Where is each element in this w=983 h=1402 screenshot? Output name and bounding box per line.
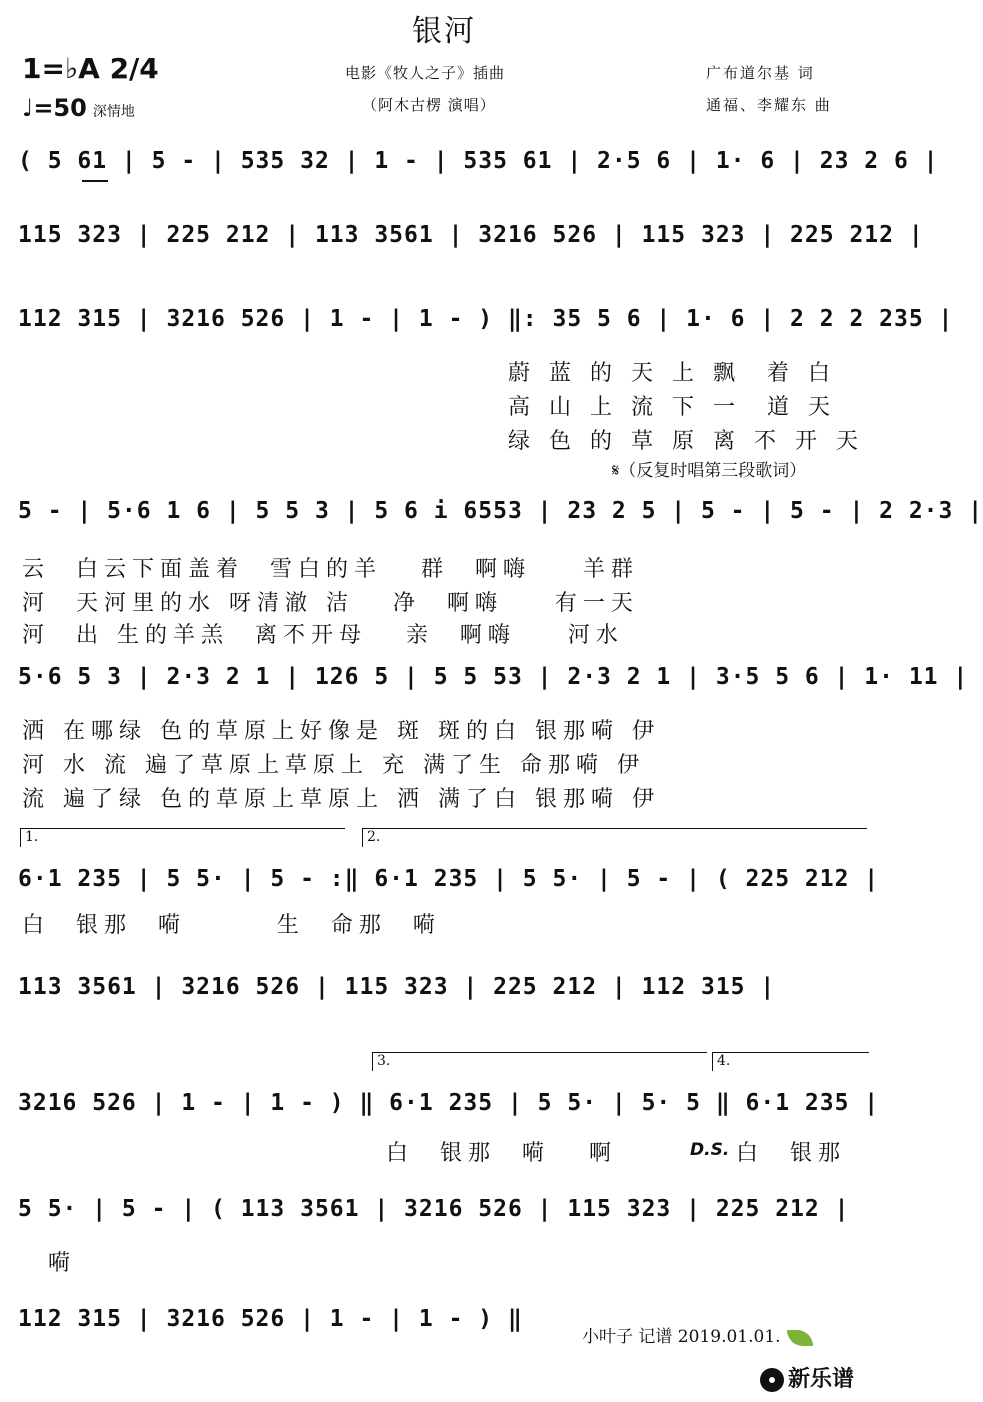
lyric-line-5-2: 河 水 流 遍了草原上草原上 充 满了生 命那嗬 伊	[22, 753, 645, 778]
leaf-icon	[787, 1330, 813, 1346]
lyric-line-6: 白 银那 嗬 生 命那 嗬	[22, 913, 441, 938]
staff-line-5: 5·6 5 3 | 2·3 2 1 | 126 5 | 5 5 53 | 2·3 2 1 | 3·5 5 6 | 1· 11 |	[18, 664, 969, 690]
staff-line-10: 112 315 | 3216 526 | 1 - | 1 - ) ‖	[18, 1306, 523, 1332]
staff-line-1: ( 5 61 | 5 - | 535 32 | 1 - | 535 61 | 2·5 6 | 1· 6 | 23 2 6 |	[18, 148, 939, 174]
tempo-marking	[22, 94, 135, 122]
lyric-line-5-3: 流 遍了绿 色的草原上草原上 洒 满了白 银那嗬 伊	[22, 787, 660, 812]
lyric-line-4-2: 河 天河里的水 呀清澈 洁 净 啊嗨 有一天	[22, 591, 639, 616]
lyricist-credit: 广布道尔基 词	[706, 64, 815, 82]
staff-line-6: 6·1 235 | 5 5· | 5 - :‖ 6·1 235 | 5 5· | 5 - | ( 225 212 |	[18, 866, 880, 892]
volta-3: 3.	[372, 1052, 707, 1071]
key-signature: 1=♭A 2/4	[22, 52, 159, 85]
expression-marking: 深情地	[92, 104, 135, 120]
lyric-line-3-1: 蔚 蓝 的 天 上 飘 着 白	[508, 361, 836, 386]
lyric-line-3-2: 高 山 上 流 下 一 道 天	[508, 395, 836, 420]
lyric-line-4-1: 云 白云下面盖着 雪白的羊 群 啊嗨 羊群	[22, 557, 639, 582]
staff-line-7: 113 3561 | 3216 526 | 115 323 | 225 212 | 112 315 |	[18, 974, 776, 1000]
underline-mark	[82, 180, 108, 182]
repeat-instruction: 𝄋（反复时唱第三段歌词）	[612, 461, 807, 481]
record-disc-icon	[760, 1368, 784, 1392]
lyric-line-8b: 白 银那	[736, 1141, 846, 1166]
performer: （阿木古楞 演唱）	[362, 96, 496, 114]
staff-line-4: 5 - | 5·6 1 6 | 5 5 3 | 5 6 i 6553 | 23 2 5 | 5 - | 5 - | 2 2·3 |	[18, 498, 983, 524]
subtitle: 电影《牧人之子》插曲	[345, 64, 506, 82]
staff-line-2: 115 323 | 225 212 | 113 3561 | 3216 526 | 115 323 | 225 212 |	[18, 222, 924, 248]
tempo-value: ♩=50	[22, 94, 87, 122]
lyric-line-8: 白 银那 嗬 啊	[386, 1141, 617, 1166]
volta-1: 1.	[20, 828, 345, 847]
volta-2: 2.	[362, 828, 867, 847]
dal-segno-mark: D.S.	[690, 1140, 730, 1160]
lyric-line-4-3: 河 出 生的羊羔 离不开母 亲 啊嗨 河水	[22, 623, 624, 648]
composer-credit: 通福、李耀东 曲	[706, 96, 832, 114]
lyric-line-5-1: 洒 在哪绿 色的草原上好像是 斑 斑的白 银那嗬 伊	[22, 719, 660, 744]
staff-line-9: 5 5· | 5 - | ( 113 3561 | 3216 526 | 115 323 | 225 212 |	[18, 1196, 850, 1222]
lyric-line-3-3: 绿 色 的 草 原 离 不 开 天	[508, 429, 864, 454]
transcriber-text: 小叶子 记谱 2019.01.01.	[582, 1327, 781, 1347]
site-logo	[760, 1362, 854, 1393]
transcriber-credit	[582, 1322, 813, 1347]
logo-text: 新乐谱	[788, 1367, 855, 1392]
staff-line-8: 3216 526 | 1 - | 1 - ) ‖ 6·1 235 | 5 5· | 5· 5 ‖ 6·1 235 |	[18, 1090, 880, 1116]
staff-line-3: 112 315 | 3216 526 | 1 - | 1 - ) ‖: 35 5 6 | 1· 6 | 2 2 2 235 |	[18, 306, 954, 332]
lyric-line-9: 嗬	[48, 1251, 77, 1276]
volta-4: 4.	[712, 1052, 869, 1071]
song-title: 银河	[412, 14, 476, 49]
